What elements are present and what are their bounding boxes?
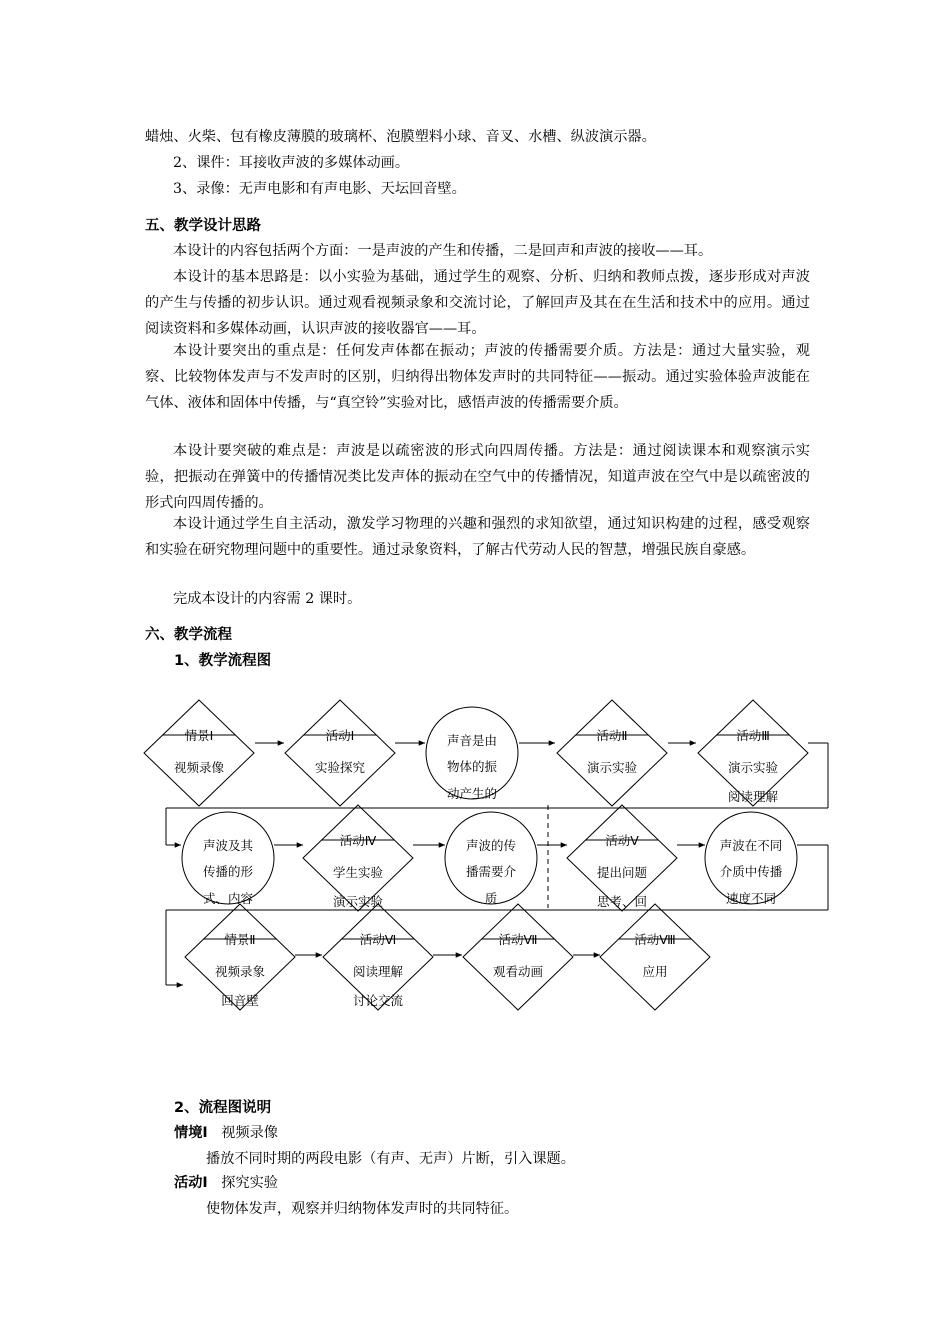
section5-para-2: 本设计的基本思路是：以小实验为基础，通过学生的观察、分析、归纳和教师点拨，逐步形成对声波的产生与传播的初步认识。通过观看视频录象和交流讨论，了解回声及其在在生活和技术中的应用。通过阅读资料和多媒体动画，认识声波的接收器官——耳。 (145, 269, 810, 337)
section5-para-5: 本设计通过学生自主活动，激发学习物理的兴趣和强烈的求知欲望，通过知识构建的过程，感受观察和实验在研究物理问题中的重要性。通过录象资料，了解古代劳动人民的智慧，增强民族自豪感。 (145, 516, 810, 558)
flow-row2-node-4-line-1: 提出问题 (596, 865, 648, 880)
flow-row1-node-5-line-2: 阅读理解 (727, 789, 779, 804)
flow-row1-node-2-line-1: 实验探究 (314, 760, 366, 775)
flow-row1-node-5-label: 活动Ⅲ (736, 728, 770, 743)
section5-para-4: 本设计要突破的难点是：声波是以疏密波的形式向四周传播。方法是：通过阅读课本和观察演示实验，把振动在弹簧中的传播情况类比发声体的振动在空气中的传播情况，知道声波在空气中是以疏密波的形式向四周传播的。 (145, 443, 810, 511)
flow-row1-node-1 (144, 700, 254, 806)
flow-row1-node-3-line-3: 动产生的 (446, 786, 498, 801)
flowchart-heading: 1、教学流程图 (174, 653, 272, 669)
flow-row2-node-3-line-1: 声波的传 (465, 838, 517, 853)
explain-item-1-title: 视频录像 (221, 1125, 278, 1141)
flow-row3-node-1-line-1: 视频录象 (214, 964, 266, 979)
flow-row2-node-1-line-1: 声波及其 (202, 838, 254, 853)
teaching-flowchart (0, 690, 950, 1030)
section6-title: 六、教学流程 (145, 627, 232, 643)
section5-title: 五、教学设计思路 (145, 218, 261, 234)
flow-row2-node-4-label: 活动Ⅴ (605, 833, 639, 848)
section5-para-6: 完成本设计的内容需 2 课时。 (173, 591, 362, 607)
intro-line-1: 蜡烛、火柴、包有橡皮薄膜的玻璃杯、泡膜塑料小球、音叉、水槽、纵波演示器。 (145, 129, 656, 145)
explain-item-1-text: 播放不同时期的两段电影（有声、无声）片断，引入课题。 (206, 1151, 575, 1167)
flow-row1-node-1-label: 情景Ⅰ (184, 728, 214, 743)
flow-row2-node-1-line-3: 式、内容 (202, 891, 254, 906)
flow-row3-node-1-line-2: 回音壁 (221, 993, 259, 1008)
flow-row2-node-2-line-2: 演示实验 (332, 894, 384, 909)
flow-row1-node-3-line-1: 声音是由 (446, 733, 498, 748)
flow-row1-node-2 (285, 700, 395, 806)
flow-row3-node-2-label: 活动Ⅵ (359, 932, 397, 947)
flow-row3-node-3 (463, 904, 573, 1010)
explain-item-2-text: 使物体发声，观察并归纳物体发声时的共同特征。 (206, 1201, 519, 1217)
flow-row2-node-4-line-2: 思考、回 (596, 894, 648, 909)
flow-row3-node-2-line-2: 讨论交流 (352, 993, 404, 1008)
flow-row1-node-4-label: 活动Ⅱ (596, 728, 628, 743)
flow-row3-node-3-line-1: 观看动画 (492, 964, 544, 979)
flow-row1-node-5-line-1: 演示实验 (727, 760, 779, 775)
flow-row3-node-3-label: 活动Ⅶ (498, 932, 538, 947)
explain-item-1-header (174, 1120, 814, 1146)
flow-row2-node-2-line-1: 学生实验 (332, 865, 384, 880)
intro-line-2: 2、课件：耳接收声波的多媒体动画。 (173, 155, 410, 171)
flow-row3-node-4 (600, 904, 710, 1010)
flow-row2-node-5-line-3: 速度不同 (725, 891, 777, 906)
section5-para-1: 本设计的内容包括两个方面：一是声波的产生和传播，二是回声和声波的接收——耳。 (173, 243, 713, 259)
intro-line-3: 3、录像：无声电影和有声电影、天坛回音壁。 (173, 181, 466, 197)
flow-row3-node-4-line-1: 应用 (642, 964, 668, 979)
flow-row3-node-4-label: 活动Ⅷ (634, 932, 676, 947)
explain-item-2-title: 探究实验 (221, 1175, 278, 1191)
flow-row1-node-4 (557, 700, 667, 806)
flow-row1-node-2-label: 活动Ⅰ (325, 728, 355, 743)
flow-row2-node-3-line-2: 播需要介 (465, 864, 517, 879)
flow-row1-node-4-line-1: 演示实验 (586, 760, 638, 775)
flow-row1-node-3-line-2: 物体的振 (446, 759, 498, 774)
flow-row2-node-5-line-1: 声波在不同 (719, 838, 783, 853)
flow-row1-node-1-line-1: 视频录像 (173, 760, 225, 775)
section5-para-3: 本设计要突出的重点是：任何发声体都在振动；声波的传播需要介质。方法是：通过大量实验，观察、比较物体发声与不发声时的区别，归纳得出物体发声时的共同特征——振动。通过实验体验声波能在气体、液体和固体中传播，与“真空铃”实验对比，感悟声波的传播需要介质。 (145, 343, 810, 411)
flow-row2-node-5-line-2: 介质中传播 (719, 864, 783, 879)
flow-row3-node-1-label: 情景Ⅱ (224, 932, 256, 947)
explain-item-2-label: 活动Ⅰ (174, 1175, 208, 1191)
flow-row2-node-3-line-3: 质 (484, 891, 498, 906)
explain-item-2-header (174, 1170, 814, 1196)
flow-explain-heading: 2、流程图说明 (174, 1100, 272, 1116)
explain-item-1-label: 情境Ⅰ (174, 1125, 208, 1141)
flow-row2-node-1-line-2: 传播的形 (202, 864, 254, 879)
flow-row2-node-2-label: 活动Ⅳ (339, 833, 377, 848)
flow-row3-node-2-line-1: 阅读理解 (352, 964, 404, 979)
